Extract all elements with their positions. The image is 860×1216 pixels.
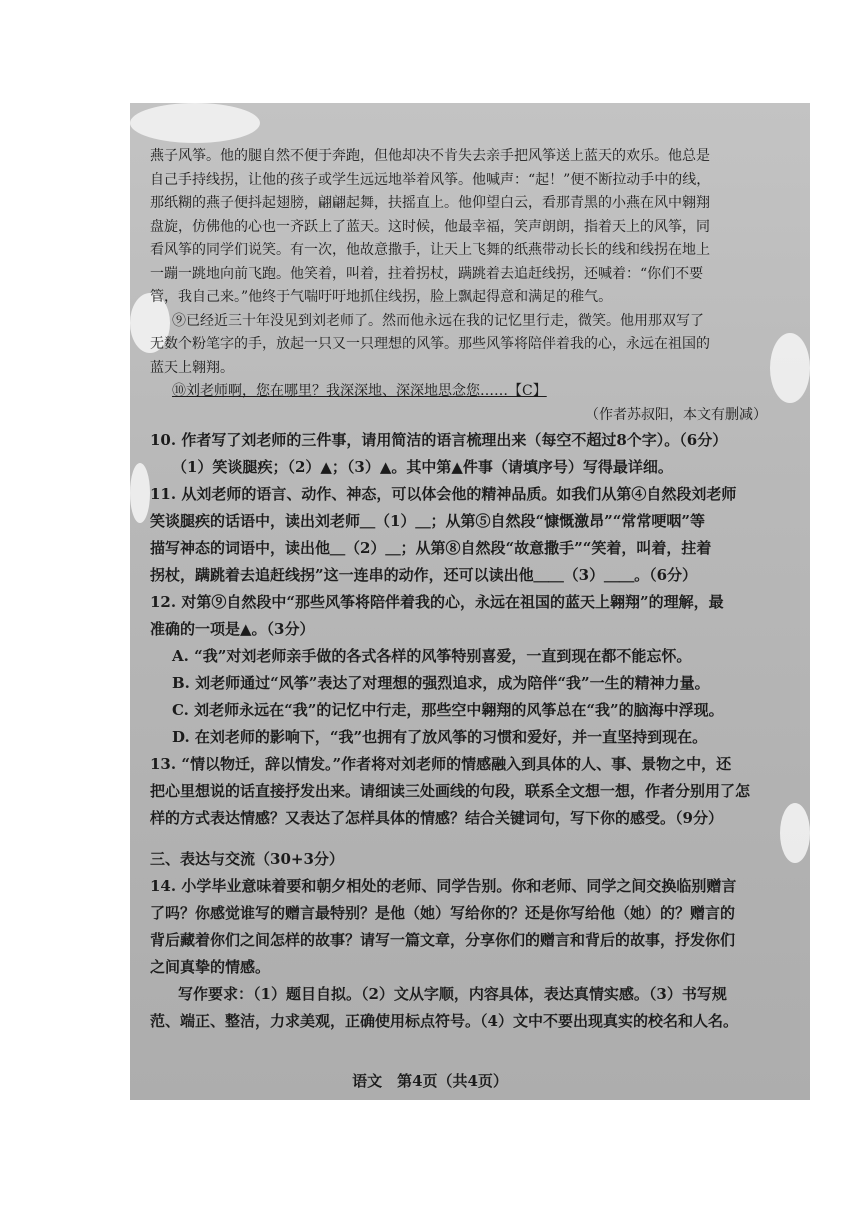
writing-line: 背后藏着你们之间怎样的故事？请写一篇文章，分享你们的赠言和背后的故事，抒发你们 [150, 931, 736, 949]
writing-requirements: 写作要求：（1）题目自拟。（2）文从字顺，内容具体，表达真情实感。（3）书写规 [178, 985, 727, 1003]
writing-line: 了吗？你感觉谁写的赠言最特别？是他（她）写给你的？还是你写给他（她）的？赠言的 [150, 904, 736, 922]
question-line: 拐杖，蹒跳着去追赶线拐”这一连串的动作，还可以读出他＿＿（3）＿＿。（6分） [150, 566, 698, 584]
question-line: 13. “情以物迁，辞以情发。”作者将对刘老师的情感融入到具体的人、事、景物之中，还 [150, 755, 732, 773]
option-a: A. “我”对刘老师亲手做的各式各样的风筝特别喜爱，一直到现在都不能忘怀。 [172, 647, 692, 665]
passage-line: 看风筝的同学们说笑。有一次，他故意撒手，让天上飞舞的纸燕带动长长的线和线拐在地上 [150, 242, 710, 258]
question-line: 笑谈腿疾的话语中，读出刘老师＿（1）＿；从第⑤自然段“慷慨激昂”“常常哽咽”等 [150, 512, 705, 530]
scan-blot [130, 463, 150, 523]
question-line: 准确的一项是▲。（3分） [150, 620, 315, 638]
passage-line: 盘旋，仿佛他的心也一齐跃上了蓝天。这时候，他最幸福，笑声朗朗，指着天上的风筝，同 [150, 218, 710, 235]
spacer [150, 832, 785, 846]
passage-line: 无数个粉笔字的手，放起一只又一只理想的风筝。那些风筝将陪伴着我的心，永远在祖国的 [150, 336, 710, 352]
question-line: 把心里想说的话直接抒发出来。请细读三处画线的句段，联系全文想一想，作者分别用了怎 [150, 782, 751, 800]
passage-line: 燕子风筝。他的腿自然不便于奔跑，但他却决不肯失去亲手把风筝送上蓝天的欢乐。他总是 [150, 148, 710, 164]
question-line: 10. 作者写了刘老师的三件事，请用简洁的语言梳理出来（每空不超过8个字）。（6分） [150, 431, 728, 449]
passage-line: 一蹦一跳地向前飞跑。他笑着，叫着，拄着拐杖，蹒跳着去追赶线拐，还喊着：“你们不要 [150, 265, 704, 282]
page-footer: 语文 第4页（共4页） [352, 1072, 508, 1090]
page-content [150, 145, 785, 1035]
option-c: C. 刘老师永远在“我”的记忆中行走，那些空中翱翔的风筝总在“我”的脑海中浮现。 [172, 701, 724, 719]
writing-line: 之间真挚的情感。 [150, 958, 271, 976]
passage-line: 管，我自己来。”他终于气喘吁吁地抓住线拐，脸上飘起得意和满足的稚气。 [150, 289, 613, 305]
passage-line: 那纸糊的燕子便抖起翅膀，翩翩起舞，扶摇直上。他仰望白云，看那青黑的小燕在风中翱翔 [150, 195, 710, 211]
question-line: 11. 从刘老师的语言、动作、神态，可以体会他的精神品质。如我们从第④自然段刘老师 [150, 485, 737, 503]
question-line: 描写神态的词语中，读出他＿（2）＿；从第⑧自然段“故意撒手”“笑着，叫着，拄着 [150, 539, 712, 557]
section-title: 三、表达与交流（30+3分） [150, 850, 344, 868]
question-line: （1）笑谈腿疾；（2）▲；（3）▲。其中第▲件事（请填序号）写得最详细。 [172, 458, 673, 476]
source-note: （作者苏叔阳，本文有删减） [585, 406, 767, 423]
writing-requirements: 范、端正、整洁，力求美观，正确使用标点符号。（4）文中不要出现真实的校名和人名。 [150, 1012, 738, 1030]
passage-line: ⑨已经近三十年没见到刘老师了。然而他永远在我的记忆里行走，微笑。他用那双写了 [172, 312, 704, 329]
question-line: 12. 对第⑨自然段中“那些风筝将陪伴着我的心，永远在祖国的蓝天上翱翔”的理解，最 [150, 593, 724, 611]
option-b: B. 刘老师通过“风筝”表达了对理想的强烈追求，成为陪伴“我”一生的精神力量。 [172, 674, 710, 692]
passage-line: 自己手持线拐，让他的孩子或学生远远地举着风筝。他喊声：“起！”便不断拉动手中的线， [150, 171, 711, 188]
writing-line: 14. 小学毕业意味着要和朝夕相处的老师、同学告别。你和老师、同学之间交换临别赠言 [150, 877, 737, 895]
question-line: 样的方式表达情感？又表达了怎样具体的情感？结合关键词句，写下你的感受。（9分） [150, 809, 723, 827]
passage-line: 蓝天上翱翔。 [150, 359, 234, 376]
underlined-passage-line: ⑩刘老师啊，您在哪里？我深深地、深深地思念您……【C】 [172, 383, 547, 399]
scan-blot [130, 103, 260, 143]
option-d: D. 在刘老师的影响下，“我”也拥有了放风筝的习惯和爱好，并一直坚持到现在。 [172, 728, 708, 746]
